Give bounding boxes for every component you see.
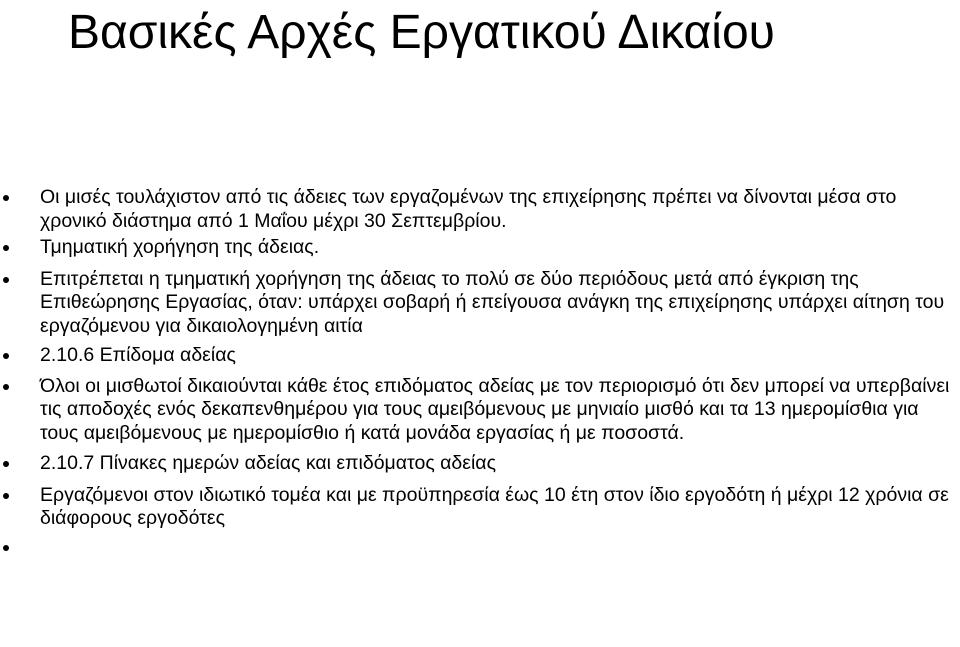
bullet-item	[0, 375, 960, 446]
bullet-dot-icon	[3, 545, 9, 551]
bullet-dot-icon	[3, 277, 9, 283]
bullet-text: Εργαζόμενοι στον ιδιωτικό τομέα και με προϋπηρεσία έως 10 έτη στον ίδιο εργοδότη ή μέχρι 12 χρόνια σε διάφορους εργοδότες	[40, 483, 949, 529]
slide-title: Βασικές Αρχές Εργατικού Δικαίου	[68, 6, 775, 59]
bullet-dot-icon	[3, 461, 9, 467]
bullet-item	[0, 186, 960, 233]
bullet-dot-icon	[3, 245, 9, 251]
bullet-item	[0, 236, 960, 260]
bullet-item	[0, 452, 960, 476]
bullet-dot-icon	[3, 195, 9, 201]
bullet-text: 2.10.6 Επίδομα αδείας	[40, 344, 236, 366]
bullet-text: Οι μισές τουλάχιστον από τις άδειες των εργαζομένων της επιχείρησης πρέπει να δίνονται μέσα στο χρονικό διάστημα από 1 Μαΐου μέχρι 30 Σεπτεμβρίου.	[40, 186, 897, 232]
bullet-text: Τμηματική χορήγηση της άδειας.	[40, 236, 320, 258]
bullet-list	[0, 186, 960, 559]
bullet-item	[0, 484, 960, 531]
bullet-dot-icon	[3, 493, 9, 499]
bullet-text: Επιτρέπεται η τμηματική χορήγηση της άδειας το πολύ σε δύο περιόδους μετά από έγκριση της Επιθεώρησης Εργασίας, όταν: υπάρχει σοβαρή ή επείγουσα ανάγκη της επιχείρησης υπάρχει αίτηση του εργαζόμενου για δικαιολογημένη αιτία	[40, 267, 945, 337]
bullet-item	[0, 344, 960, 368]
bullet-item	[0, 268, 960, 339]
bullet-text: 2.10.7 Πίνακες ημερών αδείας και επιδόματος αδείας	[40, 452, 496, 474]
bullet-item-empty	[0, 536, 960, 559]
bullet-dot-icon	[3, 353, 9, 359]
bullet-dot-icon	[3, 384, 9, 390]
bullet-text: Όλοι οι μισθωτοί δικαιούνται κάθε έτος επιδόματος αδείας με τον περιορισμό ότι δεν μπορεί να υπερβαίνει τις αποδοχές ενός δεκαπενθημέρου για τους αμειβόμενους με μηνιαίο μισθό και τα 13 ημερομίσθια για τους αμειβόμενους με ημερομίσθιο ή κατά μονάδα εργασίας ή με ποσοστά.	[40, 374, 950, 444]
